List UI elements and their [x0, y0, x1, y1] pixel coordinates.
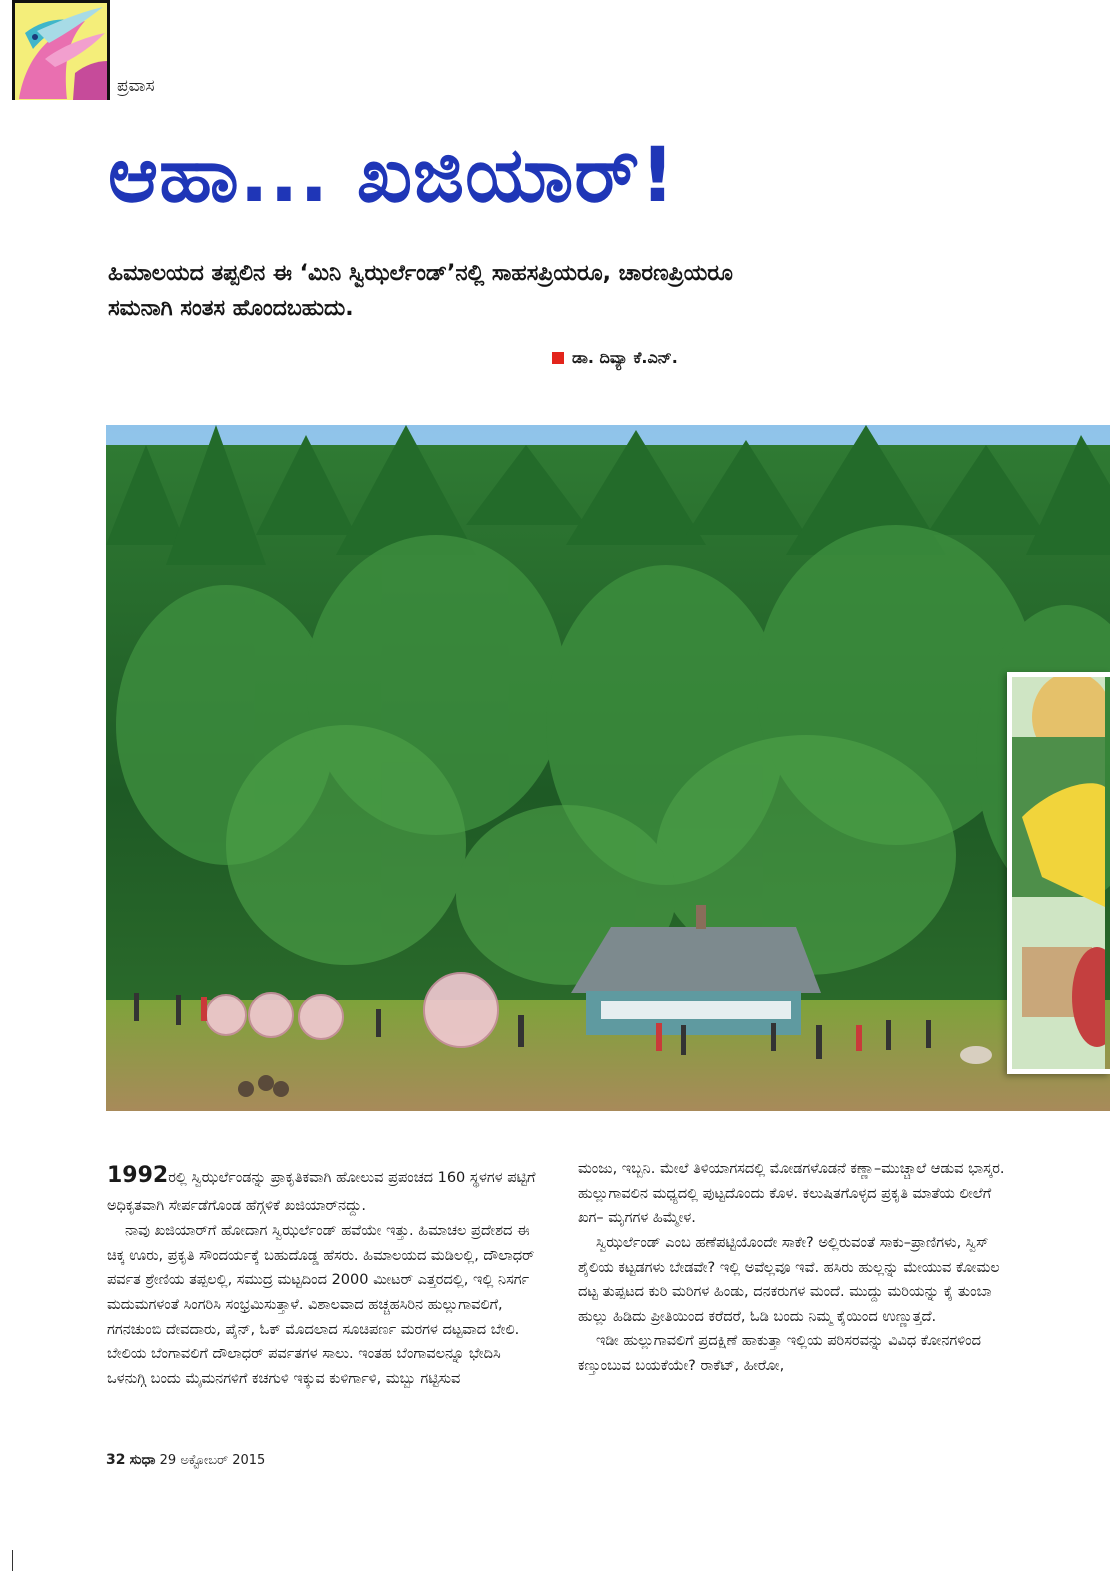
- article-body-left-column: [107, 1157, 537, 1392]
- dropcap-year: 1992: [107, 1163, 169, 1188]
- magazine-name: ಸುಧಾ: [129, 1452, 156, 1468]
- paragraph: ಮಂಜು, ಇಬ್ಬನಿ. ಮೇಲೆ ತಿಳಿಯಾಗಸದಲ್ಲಿ ಮೋಡಗಳೊಡನೆ ಕಣ್ಣಾ–ಮುಚ್ಚಾಲೆ ಆಡುವ ಭಾಸ್ಕರ. ಹುಲ್ಲುಗಾವಲಿನ ಮಧ್ಯದಲ್ಲಿ ಪುಟ್ಟದೊಂದು ಕೊಳ. ಕಲುಷಿತಗೊಳ್ಳದ ಪ್ರಕೃತಿ ಮಾತೆಯ ಲೀಲೆಗೆ ಖಗ– ಮೃಗಗಳ ಹಿಮ್ಮೇಳ.: [578, 1161, 1005, 1227]
- byline: [552, 348, 678, 368]
- article-title: ಆಹಾ... ಖಜಿಯಾರ್!: [108, 130, 676, 219]
- issue-date: 29 ಅಕ್ಟೋಬರ್ 2015: [159, 1453, 266, 1468]
- inset-photo: [1007, 672, 1110, 1074]
- article-body-right-column: [578, 1157, 1008, 1379]
- paragraph-text: ರಲ್ಲಿ ಸ್ವಿಝರ್ಲೆಂಡನ್ನು ಪ್ರಾಕೃತಿಕವಾಗಿ ಹೋಲುವ ಪ್ರಪಂಚದ 160 ಸ್ಥಳಗಳ ಪಟ್ಟಿಗೆ ಅಧಿಕೃತವಾಗಿ ಸೇರ್ಪಡೆಗೊಂಡ ಹೆಗ್ಗಳಿಕೆ ಖಜಿಯಾರ್‌ನದ್ದು.: [107, 1170, 536, 1215]
- section-label: ಪ್ರವಾಸ: [117, 76, 155, 96]
- byline-marker-icon: [552, 352, 564, 364]
- main-photo: [106, 425, 1110, 1111]
- paragraph: [107, 1157, 537, 1219]
- magazine-logo: [12, 0, 110, 100]
- page-folio: [106, 1452, 265, 1468]
- page-number: 32: [106, 1452, 126, 1468]
- crop-mark: [0, 1550, 13, 1571]
- author-name: ಡಾ. ದಿವ್ಯಾ ಕೆ.ಎನ್.: [572, 348, 678, 367]
- article-subtitle: ಹಿಮಾಲಯದ ತಪ್ಪಲಿನ ಈ ‘ಮಿನಿ ಸ್ವಿಝರ್ಲೆಂಡ್’ನಲ್ಲಿ ಸಾಹಸಪ್ರಿಯರೂ, ಚಾರಣಪ್ರಿಯರೂ ಸಮನಾಗಿ ಸಂತಸ ಹೊಂದಬಹುದು.: [108, 261, 733, 322]
- paragraph: ನಾವು ಖಜಿಯಾರ್‌ಗೆ ಹೋದಾಗ ಸ್ವಿಝರ್ಲೆಂಡ್ ಹವೆಯೇ ಇತ್ತು. ಹಿಮಾಚಲ ಪ್ರದೇಶದ ಈ ಚಿಕ್ಕ ಊರು, ಪ್ರಕೃತಿ ಸೌಂದರ್ಯಕ್ಕೆ ಬಹುದೊಡ್ಡ ಹೆಸರು. ಹಿಮಾಲಯದ ಮಡಿಲಲ್ಲಿ, ದೌಲಾಧರ್ ಪರ್ವತ ಶ್ರೇಣಿಯ ತಪ್ಪಲಲ್ಲಿ, ಸಮುದ್ರ ಮಟ್ಟದಿಂದ 2000 ಮೀಟರ್ ಎತ್ತರದಲ್ಲಿ, ಇಲ್ಲಿ ನಿಸರ್ಗ ಮದುಮಗಳಂತೆ ಸಿಂಗರಿಸಿ ಸಂಭ್ರಮಿಸುತ್ತಾಳೆ. ವಿಶಾಲವಾದ ಹಚ್ಚಹಸಿರಿನ ಹುಲ್ಲುಗಾವಲಿಗೆ, ಗಗನಚುಂಬಿ ದೇವದಾರು, ಪೈನ್, ಓಕ್ ಮೊದಲಾದ ಸೂಚಿಪರ್ಣ ಮರಗಳ ದಟ್ಟವಾದ ಬೇಲಿ. ಬೇಲಿಯ ಬೆಂಗಾವಲಿಗೆ ದೌಲಾಧರ್ ಪರ್ವತಗಳ ಸಾಲು. ಇಂತಹ ಬೆಂಗಾವಲನ್ನೂ ಭೇದಿಸಿ ಒಳನುಗ್ಗಿ ಬಂದು ಮೈಮನಗಳಿಗೆ ಕಚಗುಳಿ ಇಕ್ಕುವ ಕುಳಿರ್ಗಾಳಿ, ಮಬ್ಬು ಗಟ್ಟಿಸುವ: [107, 1223, 535, 1387]
- paragraph: ಸ್ವಿಝರ್ಲೆಂಡ್ ಎಂಬ ಹಣೆಪಟ್ಟಿಯೊಂದೇ ಸಾಕೇ? ಅಲ್ಲಿರುವಂತೆ ಸಾಕು–ಪ್ರಾಣಿಗಳು, ಸ್ವಿಸ್ ಶೈಲಿಯ ಕಟ್ಟಡಗಳು ಬೇಡವೇ? ಇಲ್ಲಿ ಅವೆಲ್ಲವೂ ಇವೆ. ಹಸಿರು ಹುಲ್ಲನ್ನು ಮೇಯುವ ಕೋಮಲ ದಟ್ಟ ತುಪ್ಪಟದ ಕುರಿ ಮರಿಗಳ ಹಿಂಡು, ದನಕರುಗಳ ಮಂದೆ. ಮುದ್ದು ಮರಿಯನ್ನು ಕೈ ತುಂಬಾ ಹುಲ್ಲು ಹಿಡಿದು ಪ್ರೀತಿಯಿಂದ ಕರೆದರೆ, ಓಡಿ ಬಂದು ನಿಮ್ಮ ಕೈಯಿಂದ ಉಣ್ಣುತ್ತದೆ.: [578, 1234, 1000, 1325]
- paragraph: ಇಡೀ ಹುಲ್ಲುಗಾವಲಿಗೆ ಪ್ರದಕ್ಷಿಣೆ ಹಾಕುತ್ತಾ ಇಲ್ಲಿಯ ಪರಿಸರವನ್ನು ವಿವಿಧ ಕೋನಗಳಿಂದ ಕಣ್ತುಂಬುವ ಬಯಕೆಯೇ? ರಾಕೆಟ್, ಹೀರೋ,: [578, 1333, 981, 1375]
